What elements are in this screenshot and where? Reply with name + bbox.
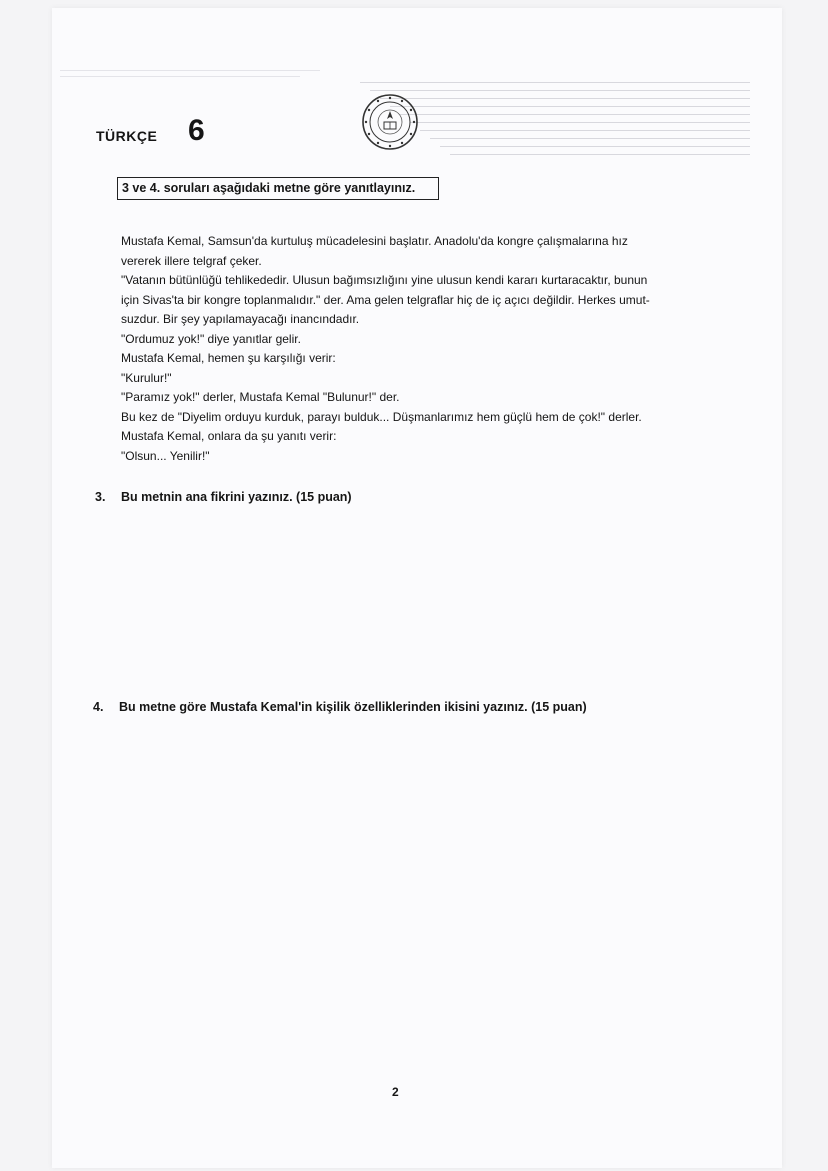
passage-line: "Vatanın bütünlüğü tehlikededir. Ulusun bağımsızlığını yine ulusun kendi kararı kurtaracaktır, bunun [121,273,648,287]
question-text: Bu metne göre Mustafa Kemal'in kişilik özelliklerinden ikisini yazınız. (15 puan) [119,700,587,714]
passage-line: "Paramız yok!" derler, Mustafa Kemal "Bulunur!" der. [121,390,400,404]
grade-number: 6 [188,114,205,147]
passage-line: suzdur. Bir şey yapılamayacağı inancındadır. [121,312,360,326]
passage-line: Mustafa Kemal, onlara da şu yanıtı verir: [121,429,337,443]
question-number: 4. [93,700,104,714]
passage-line: Bu kez de "Diyelim orduyu kurduk, parayı bulduk... Düşmanlarımız hem güçlü hem de çok!" derler. [121,409,642,424]
reading-passage [121,232,691,466]
passage-line: "Olsun... Yenilir!" [121,448,210,463]
subject-title: TÜRKÇE [96,128,158,144]
passage-line: için Sivas'ta bir kongre toplanmalıdır." der. Ama gelen telgraflar hiç de iç açıcı değildir. Herkes umut- [121,292,650,307]
instruction-box: 3 ve 4. soruları aşağıdaki metne göre yanıtlayınız. [117,177,439,200]
passage-line: Mustafa Kemal, hemen şu karşılığı verir: [121,351,336,365]
page-number: 2 [392,1085,399,1099]
passage-line: Mustafa Kemal, Samsun'da kurtuluş mücadelesini başlatır. Anadolu'da kongre çalışmalarına hız [121,234,628,248]
question-number: 3. [95,490,106,504]
question-text: Bu metnin ana fikrini yazınız. (15 puan) [121,490,352,504]
ministry-seal-icon [360,92,420,152]
passage-line: "Ordumuz yok!" diye yanıtlar gelir. [121,331,301,346]
passage-line: vererek illere telgraf çeker. [121,253,262,268]
passage-line: "Kurulur!" [121,370,172,385]
